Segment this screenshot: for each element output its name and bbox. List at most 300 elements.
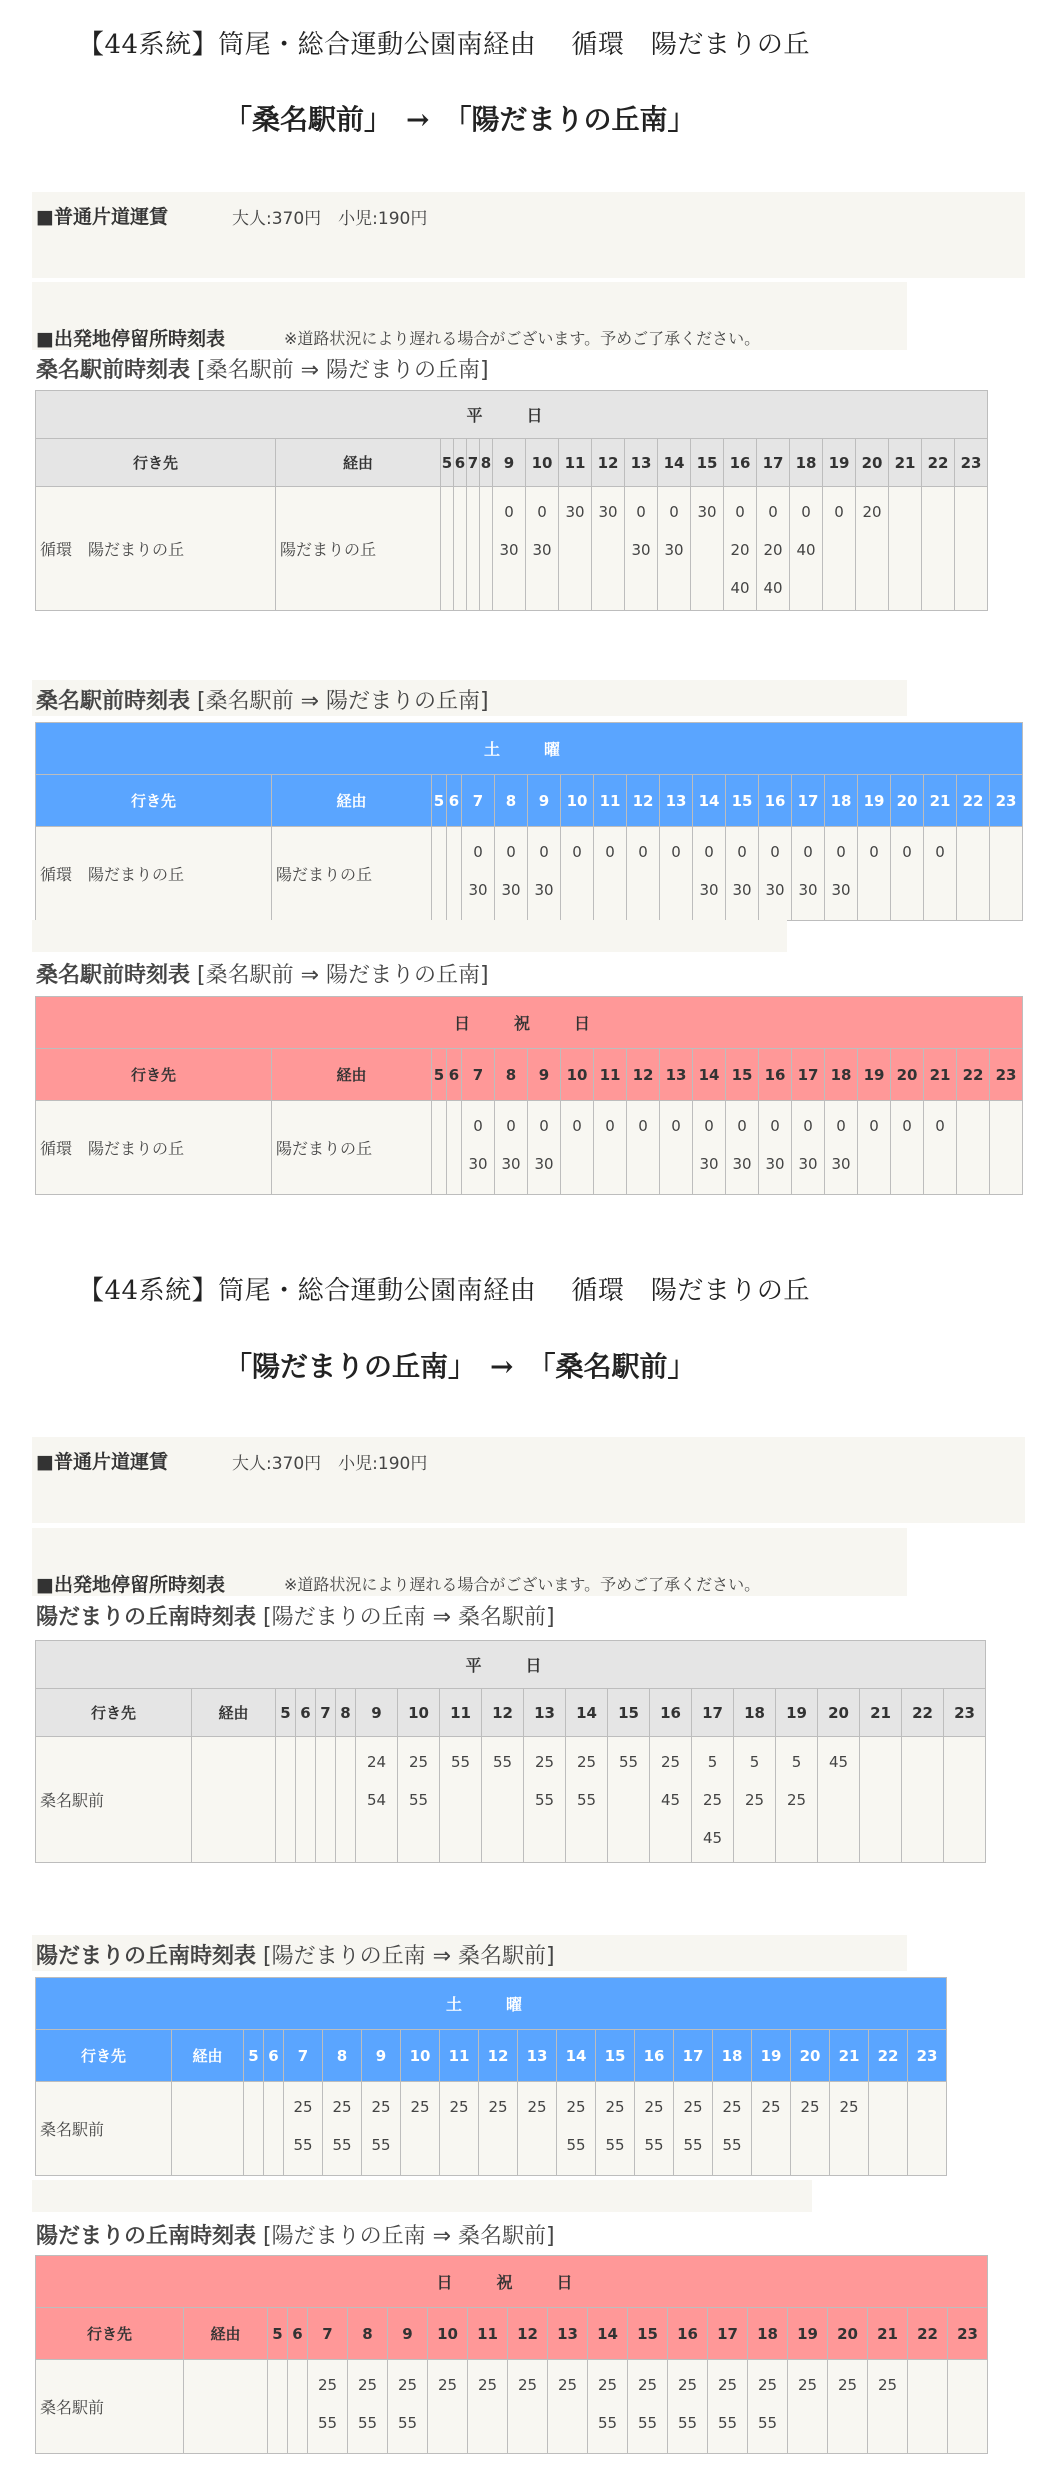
departure-minute: 25 [557,2376,578,2394]
hour-times-cell [908,2082,947,2176]
timetable-holiday-2 [35,2255,988,2454]
hour-header: 15 [726,1049,759,1101]
caption-bg [32,2180,812,2212]
hour-times-cell [428,2360,468,2454]
column-header-destination: 行き先 [36,1689,192,1737]
hour-times-cell [674,2082,713,2176]
hour-header: 19 [858,1049,891,1101]
departure-minute: 55 [677,2414,698,2432]
hour-header: 6 [454,439,467,487]
departure-minute: 0 [572,843,582,861]
departure-minute: 0 [735,503,745,521]
hour-times-cell [792,1101,825,1195]
hour-times-cell [627,827,660,921]
hour-header: 13 [660,775,693,827]
departure-minute: 30 [468,1155,488,1173]
hour-times-cell [625,487,658,611]
hour-times-cell [693,827,726,921]
hour-header: 15 [726,775,759,827]
hour-header: 22 [922,439,955,487]
hour-times-cell [524,1737,566,1863]
hour-header: 10 [401,2030,440,2082]
departure-minute: 30 [697,503,717,521]
departure-minute: 45 [702,1829,723,1847]
hour-times-cell [788,2360,828,2454]
departure-minute: 0 [473,1117,483,1135]
hour-header: 10 [428,2308,468,2360]
route-title-1: 【44系統】筒尾・総合運動公園南経由 循環 陽だまりの丘 [78,30,810,60]
departure-minute: 25 [637,2376,658,2394]
hour-times-cell [462,1101,495,1195]
fare-panel-1 [32,192,1025,278]
hour-times-cell [596,2082,635,2176]
hour-times-cell [660,827,693,921]
departure-minute: 25 [332,2098,352,2116]
departure-minute: 0 [836,843,846,861]
departure-minute: 0 [869,843,879,861]
departure-minute: 30 [565,503,585,521]
hour-header: 20 [856,439,889,487]
departure-minute: 30 [831,1155,851,1173]
departure-minute: 55 [371,2136,391,2154]
hour-header: 15 [596,2030,635,2082]
hour-header: 12 [627,1049,660,1101]
departure-minute: 0 [836,1117,846,1135]
hour-header: 15 [608,1689,650,1737]
departure-minute: 25 [597,2376,618,2394]
hour-header: 8 [336,1689,356,1737]
via-cell [172,2082,244,2176]
hour-times-cell [479,2082,518,2176]
departure-minute: 30 [699,1155,719,1173]
hour-times-cell [336,1737,356,1863]
hour-times-cell [401,2082,440,2176]
hour-times-cell [818,1737,860,1863]
departure-minute: 30 [699,881,719,899]
hour-times-cell [592,487,625,611]
departure-minute: 0 [803,1117,813,1135]
departure-minute: 0 [572,1117,582,1135]
departure-minute: 0 [869,1117,879,1135]
departure-minute: 30 [501,1155,521,1173]
hour-times-cell [308,2360,348,2454]
departure-minute: 30 [499,541,519,559]
hour-header: 9 [356,1689,398,1737]
hour-header: 8 [495,775,528,827]
departure-minute: 55 [357,2414,378,2432]
table-title-3: 桑名駅前時刻表 [桑名駅前 ⇒ 陽だまりの丘南] [36,963,489,988]
fare-label: ■普通片道運賃 [36,1451,168,1473]
stop-panel-1 [32,282,907,350]
column-header-destination: 行き先 [36,775,272,827]
departure-minute: 25 [357,2376,378,2394]
hour-header: 5 [244,2030,264,2082]
hour-header: 13 [660,1049,693,1101]
hour-times-cell [650,1737,692,1863]
stop-panel-2 [32,1528,907,1596]
hour-times-cell [891,827,924,921]
timetable-saturday-1 [35,722,1023,921]
hour-header: 22 [869,2030,908,2082]
hour-header: 13 [548,2308,588,2360]
departure-minute: 0 [504,503,514,521]
timetable-weekday-1 [35,390,988,611]
hour-header: 13 [518,2030,557,2082]
departure-minute: 25 [800,2098,820,2116]
departure-minute: 0 [704,1117,714,1135]
departure-minute: 55 [722,2136,742,2154]
destination-cell: 循環 陽だまりの丘 [36,487,276,611]
hour-times-cell [362,2082,401,2176]
table-row [36,487,988,611]
hour-header: 7 [462,775,495,827]
departure-minute: 55 [492,1753,513,1771]
hour-header: 20 [828,2308,868,2360]
hour-header: 5 [276,1689,296,1737]
hour-header: 6 [447,1049,462,1101]
hour-times-cell [348,2360,388,2454]
column-header-via: 経由 [192,1689,276,1737]
hour-header: 19 [858,775,891,827]
stop-label: ■出発地停留所時刻表 [36,328,225,350]
hour-header: 23 [990,1049,1023,1101]
departure-minute: 55 [605,2136,625,2154]
departure-minute: 25 [683,2098,703,2116]
departure-minute: 25 [837,2376,858,2394]
hour-header: 21 [924,775,957,827]
hour-header: 10 [398,1689,440,1737]
departure-minute: 25 [677,2376,698,2394]
hour-times-cell [990,827,1023,921]
hour-header: 14 [557,2030,596,2082]
hour-times-cell [858,1101,891,1195]
departure-minute: 0 [737,1117,747,1135]
hour-header: 20 [891,775,924,827]
hour-times-cell [828,2360,868,2454]
destination-cell: 循環 陽だまりの丘 [36,1101,272,1195]
hour-header: 12 [592,439,625,487]
fare-label: ■普通片道運賃 [36,206,168,228]
hour-times-cell [588,2360,628,2454]
hour-header: 5 [441,439,454,487]
hour-times-cell [561,827,594,921]
table-row [36,827,1023,921]
departure-minute: 20 [763,541,783,559]
departure-minute: 55 [534,1791,555,1809]
hour-header: 9 [528,1049,561,1101]
hour-header: 21 [830,2030,869,2082]
table-title-2: 桑名駅前時刻表 [桑名駅前 ⇒ 陽だまりの丘南] [36,689,489,714]
hour-times-cell [692,1737,734,1863]
hour-header: 14 [693,1049,726,1101]
hour-times-cell [691,487,724,611]
hour-header: 13 [524,1689,566,1737]
hour-header: 19 [776,1689,818,1737]
departure-minute: 0 [935,1117,945,1135]
hour-header: 14 [588,2308,628,2360]
table-title-1: 桑名駅前時刻表 [桑名駅前 ⇒ 陽だまりの丘南] [36,358,489,383]
hour-header: 10 [526,439,559,487]
hour-times-cell [495,1101,528,1195]
stop-note: ※道路状況により遅れる場合がございます。予めご了承ください。 [284,1575,761,1594]
column-header-via: 経由 [172,2030,244,2082]
departure-minute: 25 [477,2376,498,2394]
departure-minute: 0 [671,1117,681,1135]
hour-times-cell [440,1737,482,1863]
hour-times-cell [858,827,891,921]
departure-minute: 5 [749,1753,760,1771]
hour-times-cell [467,487,480,611]
departure-minute: 55 [450,1753,471,1771]
departure-minute: 25 [605,2098,625,2116]
table-title-5: 陽だまりの丘南時刻表 [陽だまりの丘南 ⇒ 桑名駅前] [36,1944,555,1969]
hour-times-cell [356,1737,398,1863]
hour-header: 18 [734,1689,776,1737]
fare-value: 大人:370円 小児:190円 [232,1454,428,1474]
hour-header: 11 [559,439,592,487]
departure-minute: 25 [517,2376,538,2394]
departure-minute: 40 [796,541,816,559]
hour-header: 15 [691,439,724,487]
departure-minute: 0 [539,843,549,861]
hour-header: 23 [908,2030,947,2082]
hour-times-cell [288,2360,308,2454]
hour-header: 14 [693,775,726,827]
hour-times-cell [561,1101,594,1195]
table-row [36,2360,988,2454]
hour-times-cell [924,827,957,921]
hour-times-cell [508,2360,548,2454]
departure-minute: 30 [468,881,488,899]
timetable-weekday-2 [35,1640,986,1863]
departure-minute: 25 [786,1791,807,1809]
destination-cell: 桑名駅前 [36,1737,192,1863]
hour-times-cell [440,2082,479,2176]
hour-times-cell [628,2360,668,2454]
hour-header: 9 [493,439,526,487]
departure-minute: 0 [638,843,648,861]
departure-minute: 0 [473,843,483,861]
hour-header: 5 [432,1049,447,1101]
hour-header: 16 [759,775,792,827]
hour-header: 16 [668,2308,708,2360]
departure-minute: 30 [798,881,818,899]
hour-header: 23 [944,1689,986,1737]
destination-cell: 桑名駅前 [36,2360,184,2454]
departure-minute: 25 [877,2376,898,2394]
departure-minute: 30 [664,541,684,559]
hour-header: 8 [323,2030,362,2082]
hour-header: 5 [432,775,447,827]
departure-minute: 30 [598,503,618,521]
departure-minute: 30 [765,881,785,899]
day-type-header: 土 曜 [36,723,1023,775]
hour-header: 22 [908,2308,948,2360]
departure-minute: 30 [831,881,851,899]
fare-value: 大人:370円 小児:190円 [232,209,428,229]
departure-minute: 25 [839,2098,859,2116]
hour-header: 11 [440,1689,482,1737]
hour-times-cell [480,487,493,611]
table-row [36,1737,986,1863]
departure-minute: 25 [408,1753,429,1771]
departure-minute: 45 [828,1753,849,1771]
hour-times-cell [594,827,627,921]
hour-times-cell [388,2360,428,2454]
departure-minute: 25 [293,2098,313,2116]
hour-header: 12 [482,1689,524,1737]
departure-minute: 0 [537,503,547,521]
hour-times-cell [860,1737,902,1863]
hour-times-cell [398,1737,440,1863]
column-header-destination: 行き先 [36,1049,272,1101]
hour-times-cell [990,1101,1023,1195]
hour-header: 15 [628,2308,668,2360]
hour-times-cell [830,2082,869,2176]
hour-times-cell [566,1737,608,1863]
hour-times-cell [557,2082,596,2176]
departure-minute: 25 [534,1753,555,1771]
hour-header: 16 [759,1049,792,1101]
departure-minute: 25 [317,2376,338,2394]
hour-header: 20 [791,2030,830,2082]
column-header-destination: 行き先 [36,2308,184,2360]
hour-times-cell [792,827,825,921]
departure-minute: 55 [317,2414,338,2432]
hour-times-cell [957,827,990,921]
hour-header: 7 [462,1049,495,1101]
hour-times-cell [447,827,462,921]
hour-times-cell [244,2082,264,2176]
hour-times-cell [528,827,561,921]
departure-minute: 25 [527,2098,547,2116]
hour-times-cell [693,1101,726,1195]
departure-minute: 20 [862,503,882,521]
departure-minute: 0 [737,843,747,861]
departure-minute: 25 [702,1791,723,1809]
departure-minute: 0 [539,1117,549,1135]
stop-label: ■出発地停留所時刻表 [36,1574,225,1596]
hour-header: 6 [447,775,462,827]
hour-times-cell [868,2360,908,2454]
departure-minute: 5 [791,1753,802,1771]
hour-header: 9 [362,2030,401,2082]
hour-times-cell [726,1101,759,1195]
via-cell [184,2360,268,2454]
via-cell [192,1737,276,1863]
hour-times-cell [482,1737,524,1863]
hour-times-cell [902,1737,944,1863]
hour-times-cell [889,487,922,611]
departure-minute: 55 [597,2414,618,2432]
fare-panel-2 [32,1437,1025,1523]
column-header-destination: 行き先 [36,2030,172,2082]
departure-minute: 40 [730,579,750,597]
hour-header: 17 [708,2308,748,2360]
departure-minute: 55 [637,2414,658,2432]
hour-times-cell [660,1101,693,1195]
hour-times-cell [948,2360,988,2454]
departure-minute: 25 [397,2376,418,2394]
hour-times-cell [825,827,858,921]
hour-header: 17 [792,775,825,827]
caption-bg [32,920,787,952]
departure-minute: 55 [618,1753,639,1771]
hour-times-cell [432,1101,447,1195]
hour-header: 13 [625,439,658,487]
hour-header: 23 [990,775,1023,827]
departure-minute: 0 [770,843,780,861]
departure-minute: 25 [449,2098,469,2116]
hour-header: 18 [825,775,858,827]
hour-header: 17 [757,439,790,487]
departure-minute: 30 [732,1155,752,1173]
departure-minute: 25 [744,1791,765,1809]
departure-minute: 5 [707,1753,718,1771]
hour-times-cell [441,487,454,611]
hour-times-cell [518,2082,557,2176]
departure-minute: 55 [293,2136,313,2154]
hour-times-cell [759,1101,792,1195]
hour-header: 22 [957,775,990,827]
departure-minute: 30 [631,541,651,559]
departure-minute: 40 [763,579,783,597]
hour-times-cell [726,827,759,921]
hour-times-cell [748,2360,788,2454]
hour-times-cell [316,1737,336,1863]
hour-header: 21 [889,439,922,487]
departure-minute: 55 [683,2136,703,2154]
hour-times-cell [528,1101,561,1195]
hour-header: 6 [288,2308,308,2360]
hour-times-cell [922,487,955,611]
direction-2: 「陽だまりの丘南」 → 「桑名駅前」 [224,1350,696,1383]
departure-minute: 55 [644,2136,664,2154]
departure-minute: 20 [730,541,750,559]
hour-header: 8 [348,2308,388,2360]
hour-times-cell [468,2360,508,2454]
hour-header: 18 [825,1049,858,1101]
timetable-saturday-2 [35,1977,947,2176]
hour-times-cell [493,487,526,611]
hour-times-cell [713,2082,752,2176]
hour-header: 7 [467,439,480,487]
hour-header: 12 [508,2308,548,2360]
hour-header: 16 [635,2030,674,2082]
hour-times-cell [276,1737,296,1863]
table-title-4: 陽だまりの丘南時刻表 [陽だまりの丘南 ⇒ 桑名駅前] [36,1605,555,1630]
hour-times-cell [825,1101,858,1195]
departure-minute: 0 [770,1117,780,1135]
timetable-holiday-1 [35,996,1023,1195]
hour-header: 10 [561,1049,594,1101]
hour-header: 17 [674,2030,713,2082]
hour-times-cell [724,487,757,611]
direction-1: 「桑名駅前」 → 「陽だまりの丘南」 [224,103,696,136]
departure-minute: 25 [797,2376,818,2394]
departure-minute: 0 [638,1117,648,1135]
hour-header: 6 [264,2030,284,2082]
departure-minute: 0 [605,843,615,861]
departure-minute: 30 [732,881,752,899]
hour-times-cell [757,487,790,611]
hour-times-cell [296,1737,316,1863]
hour-header: 8 [480,439,493,487]
hour-times-cell [462,827,495,921]
route-title-2: 【44系統】筒尾・総合運動公園南経由 循環 陽だまりの丘 [78,1276,810,1306]
departure-minute: 55 [332,2136,352,2154]
departure-minute: 25 [644,2098,664,2116]
